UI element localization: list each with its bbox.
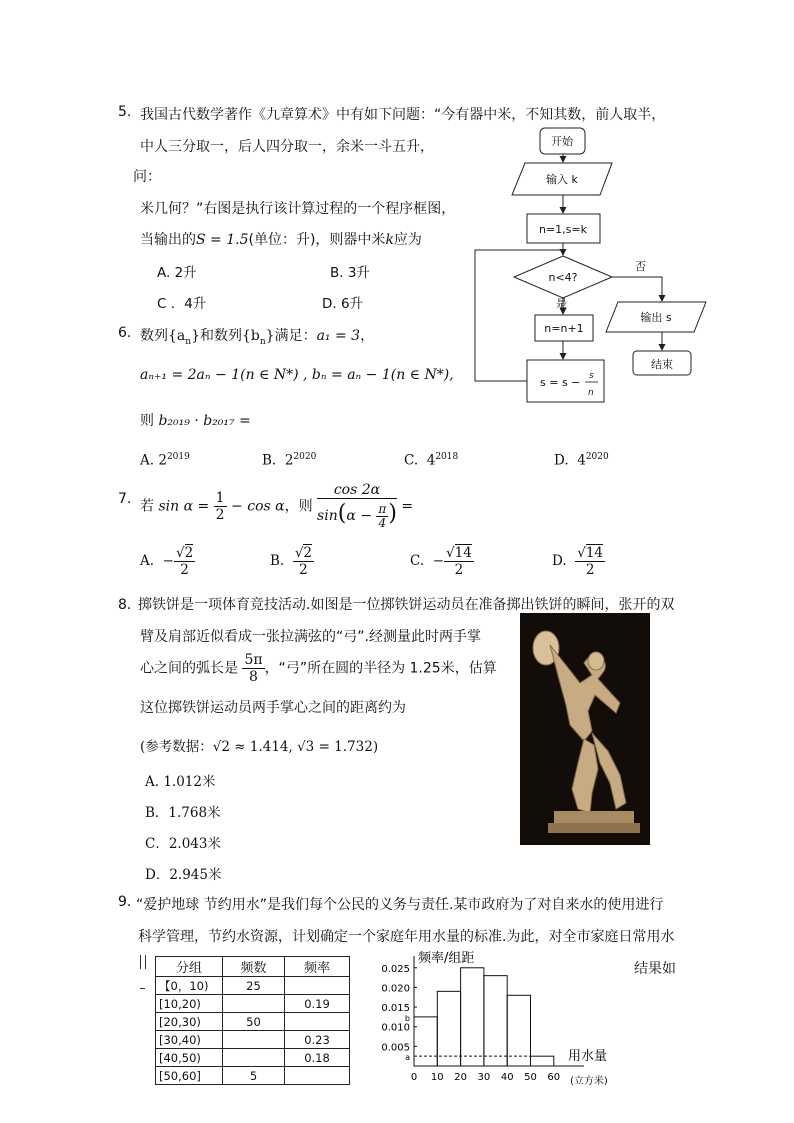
flow-update-label: s = s − xyxy=(540,376,581,389)
q7-number: 7. xyxy=(118,491,132,507)
histogram-y-tick: 0.020 xyxy=(381,983,410,995)
q6-expression: b₂₀₁₉ · b₂₀₁₇ = xyxy=(158,413,251,429)
histogram-x-label: 用水量 xyxy=(568,1049,608,1064)
q6-seq-a: $\{a_n\}$ xyxy=(168,328,200,347)
histogram-y-tick: 0.025 xyxy=(381,963,410,975)
q6-option-a: A. $2^{2019}$ xyxy=(140,452,190,469)
q5-line5-post: (单位：升)，则器中米 xyxy=(248,232,386,248)
q5-line3: 问： xyxy=(133,169,161,185)
histogram-x-tick: 10 xyxy=(430,1072,444,1083)
q8-reference-data: (参考数据：√2 ≈ 1.414, √3 = 1.732) xyxy=(140,739,379,755)
q5-option-a: A. 2升 xyxy=(157,265,197,281)
histogram-x-tick: 0 xyxy=(410,1072,418,1083)
flow-no-label: 否 xyxy=(635,260,646,273)
histogram-bar xyxy=(531,1056,554,1066)
flow-increment-label: n=n+1 xyxy=(544,322,584,335)
q5-line2: 中人三分取一，后人四分取一，余米一斗五升， xyxy=(140,139,434,155)
q6-line1: 数列$\{a_n\}$和数列$\{b_n\}$满足：a₁ = 3， xyxy=(140,328,375,347)
q5-k-var: k xyxy=(385,232,394,248)
flow-end-label: 结束 xyxy=(651,358,673,371)
q7-condition: 若 sin α = $\frac{1}{2}$ − cos α，则 cos 2α sin(α − $\frac{\pi}{4}$ ) = xyxy=(140,482,414,530)
q7-half-fraction: $\frac{1}{2}$ xyxy=(215,490,225,523)
q9-line1: “爱护地球 节约用水”是我们每个公民的义务与责任.某市政府为了对自来水的使用进行 xyxy=(136,897,664,913)
discus-thrower-image xyxy=(520,613,650,845)
q5-option-b: B. 3升 xyxy=(330,265,370,281)
table-header-cell: 频率 xyxy=(285,957,350,977)
q5-option-c: C ．4升 xyxy=(157,296,207,312)
flow-input-label: 输入 k xyxy=(546,173,578,186)
q6-condition1: a₁ = 3 xyxy=(316,328,361,344)
flow-init-label: n=1,s=k xyxy=(538,223,588,236)
q6-line3 xyxy=(140,410,251,430)
table-row: [20,30) 50 xyxy=(156,1013,350,1031)
histogram-y-label: 频率/组距 xyxy=(418,951,475,966)
histogram-x-tick: 50 xyxy=(524,1072,537,1083)
flow-output-label: 输出 s xyxy=(640,311,672,324)
table-row: [30,40) 0.23 xyxy=(156,1031,350,1049)
q7-option-c: C. − $\frac{√14}{2}$ xyxy=(410,545,472,578)
table-row: [50,60] 5 xyxy=(156,1067,350,1085)
flow-update-num: s xyxy=(589,371,594,381)
histogram-bar xyxy=(461,968,484,1066)
histogram-x-tick: 60 xyxy=(547,1072,561,1083)
q9-number: 9. xyxy=(118,894,132,910)
q5-line4: 米几何？”右图是执行该计算过程的一个程序框图， xyxy=(140,201,456,217)
histogram-x-tick: 20 xyxy=(454,1072,467,1083)
q7-target-fraction: cos 2α sin(α − $\frac{\pi}{4}$ ) xyxy=(317,482,397,530)
histogram-y-tick: 0.010 xyxy=(381,1022,410,1034)
flow-start-label: 开始 xyxy=(551,135,573,148)
q6-line1-pre: 数列 xyxy=(140,328,168,344)
table-row: [40,50) 0.18 xyxy=(156,1049,350,1067)
histogram-a-label: a xyxy=(405,1053,410,1063)
histogram-y-tick: 0.015 xyxy=(381,1003,410,1015)
histogram-x-tick: 40 xyxy=(500,1072,514,1083)
q6-number: 6. xyxy=(118,325,132,341)
q9-trailing-text: 结果如 xyxy=(634,961,676,977)
table-header-cell: 分组 xyxy=(156,957,223,977)
frequency-histogram xyxy=(372,948,672,1090)
table-header-cell: 频数 xyxy=(223,957,285,977)
table-row: [10,20) 0.19 xyxy=(156,995,350,1013)
table-row: 【0，10) 25 xyxy=(156,977,350,995)
q6-line1-post: 满足： xyxy=(274,328,317,344)
q8-arc-fraction: $\frac{5\pi}{8}$ xyxy=(244,652,263,685)
q5-option-d: D. 6升 xyxy=(322,296,364,312)
q8-number: 8． xyxy=(118,597,141,613)
q8-line1: 掷铁饼是一项体育竞技活动.如图是一位掷铁饼运动员在准备掷出铁饼的瞬间，张开的双 xyxy=(138,597,675,613)
q6-option-c: C. $4^{2018}$ xyxy=(404,452,459,469)
histogram-bar xyxy=(414,1017,437,1066)
q9-line2: 科学管理，节约水资源，计划确定一个家庭年用水量的标准.为此，对全市家庭日常用水 xyxy=(138,929,675,945)
histogram-x-unit: (立方米) xyxy=(570,1076,608,1087)
q5-output-value: S = 1.5 xyxy=(196,232,249,248)
q7-option-d: D. $\frac{√14}{2}$ xyxy=(552,545,604,578)
flow-condition-label: n<4? xyxy=(548,271,578,284)
histogram-bar xyxy=(437,991,460,1066)
histogram-b-label: b xyxy=(404,1013,410,1023)
q6-option-d: D. $4^{2020}$ xyxy=(554,452,609,469)
q7-option-b: B. $\frac{√2}{2}$ xyxy=(270,545,313,578)
flow-update-den: n xyxy=(588,388,594,398)
q8-option-a: A. 1.012米 xyxy=(145,774,216,790)
histogram-bar xyxy=(484,976,507,1066)
table-header-row xyxy=(156,957,350,977)
q8-option-d: D．2.945米 xyxy=(145,867,222,883)
q5-line5-end: 应为 xyxy=(393,232,422,248)
q8-option-b: B．1.768米 xyxy=(145,805,221,821)
q5-line1: 我国古代数学著作《九章算术》中有如下问题：“今有器中米，不知其数，前人取半， xyxy=(140,107,666,123)
q6-option-b: B. $2^{2020}$ xyxy=(262,452,317,469)
histogram-bar xyxy=(507,995,530,1066)
q5-number: 5. xyxy=(118,104,132,120)
q8-line4: 这位掷铁饼运动员两手掌心之间的距离约为 xyxy=(140,700,406,716)
q6-line3-pre: 则 xyxy=(140,413,154,429)
q7-option-a: A. − $\frac{√2}{2}$ xyxy=(140,545,194,578)
histogram-y-tick: 0.005 xyxy=(381,1042,410,1054)
q5-line5 xyxy=(140,229,422,249)
flow-yes-label: 是 xyxy=(556,297,567,310)
histogram-x-tick: 30 xyxy=(477,1072,491,1083)
frequency-table xyxy=(155,956,350,1085)
q5-line5-pre: 当输出的 xyxy=(140,232,196,248)
q8-option-c: C．2.043米 xyxy=(145,836,221,852)
q8-line3: 心之间的弧长是 $\frac{5\pi}{8}$ ，“弓”所在圆的半径为 1.25米，估算 xyxy=(140,652,497,685)
q6-seq-b: $\{b_n\}$ xyxy=(241,328,275,347)
q8-line2: 臂及肩部近似看成一张拉满弦的“弓”.经测量此时两手掌 xyxy=(140,629,481,645)
q6-line1-mid: 和数列 xyxy=(199,328,242,344)
q6-line2: aₙ₊₁ = 2aₙ − 1(n ∈ N*) , bₙ = aₙ − 1(n ∈ N*), xyxy=(140,367,454,383)
flowchart xyxy=(470,125,720,410)
